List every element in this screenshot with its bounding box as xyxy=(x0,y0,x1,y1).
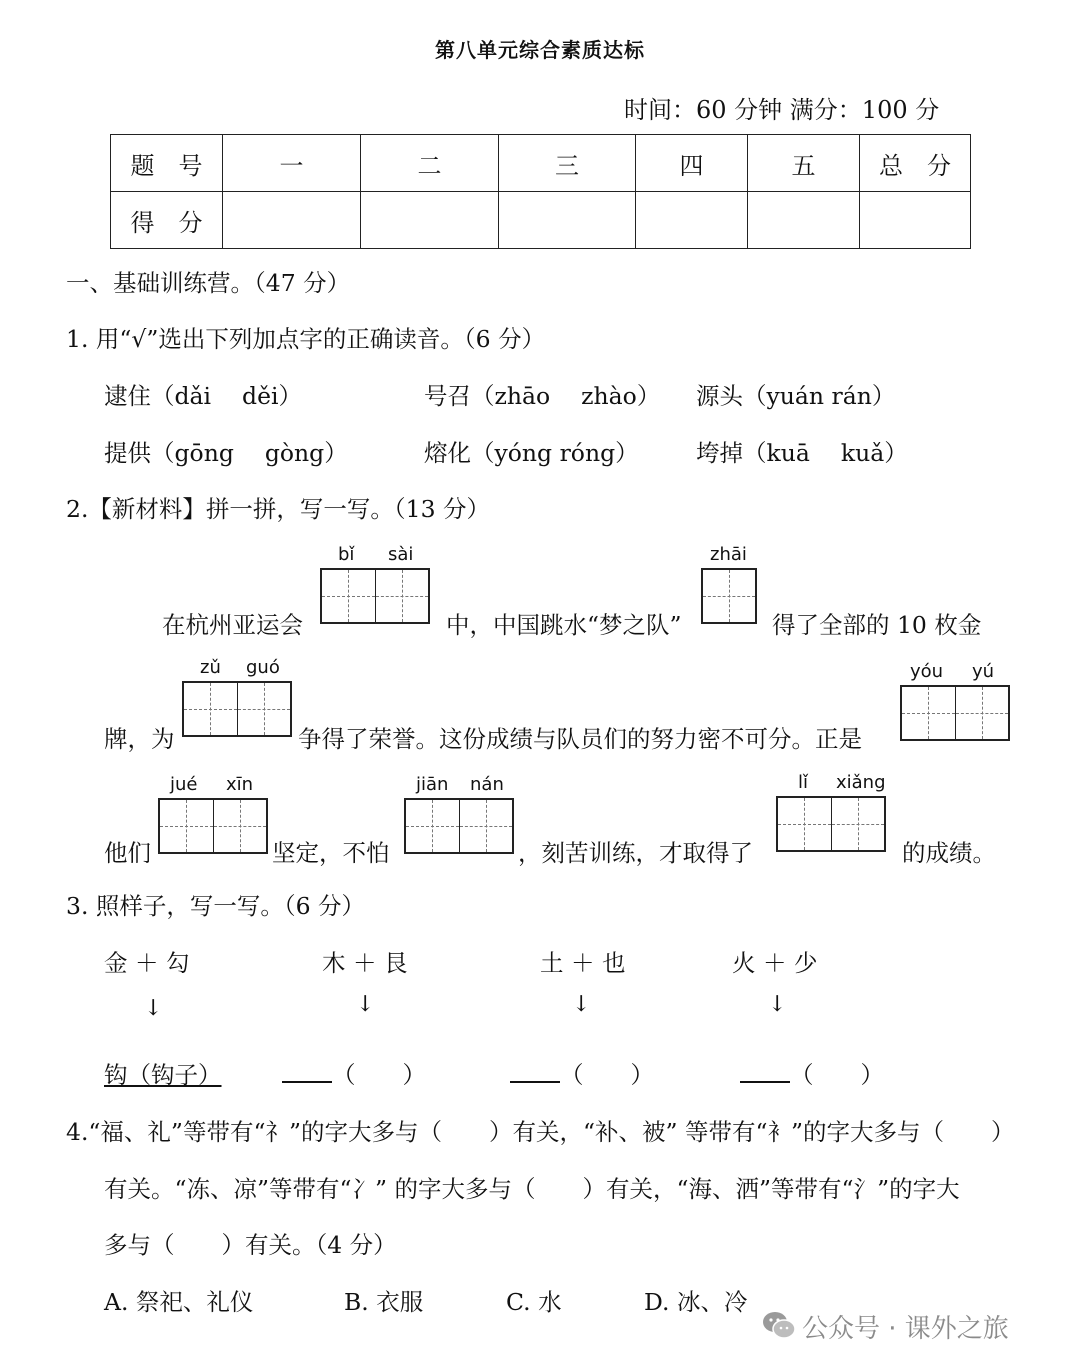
score-table-cell: 一 xyxy=(223,135,361,192)
example-answer-text: 钩（钩子） xyxy=(104,1061,222,1089)
q4-option: A. 祭祀、礼仪 xyxy=(104,1288,254,1316)
writing-box[interactable] xyxy=(776,796,886,852)
pinyin-label: xiǎng xyxy=(836,772,886,793)
answer-slot[interactable] xyxy=(282,1056,426,1090)
q1-option[interactable]: 提供（gōng gòng） xyxy=(104,439,348,467)
down-arrow-icon: ↓ xyxy=(768,992,787,1017)
answer-paren: （ ） xyxy=(332,1061,426,1089)
q4-option: C. 水 xyxy=(506,1288,562,1316)
passage-text: 的成绩。 xyxy=(902,839,996,867)
score-table-score-row xyxy=(111,192,971,249)
score-table-cell: 三 xyxy=(499,135,636,192)
question-2-prompt: 2.【新材料】拼一拼，写一写。（13 分） xyxy=(66,495,491,523)
pinyin-label: sài xyxy=(388,544,414,565)
answer-blank[interactable] xyxy=(510,1081,560,1083)
q4-option: B. 衣服 xyxy=(344,1288,424,1316)
score-table-cell: 四 xyxy=(636,135,748,192)
question-3-prompt: 3. 照样子，写一写。（6 分） xyxy=(66,892,366,920)
passage-text: 得了全部的 10 枚金 xyxy=(772,611,982,639)
pinyin-label: bǐ xyxy=(338,544,355,565)
score-table-cell: 总 分 xyxy=(860,135,971,192)
radical-formula: 土 ＋ 也 xyxy=(540,949,626,977)
example-answer xyxy=(104,1056,222,1090)
score-table xyxy=(110,134,971,249)
score-table-cell: 五 xyxy=(748,135,860,192)
answer-blank[interactable] xyxy=(740,1081,790,1083)
radical-formula: 火 ＋ 少 xyxy=(732,949,818,977)
writing-box[interactable] xyxy=(404,798,514,854)
passage-text: 牌，为 xyxy=(104,725,175,753)
q4-option: D. 冰、冷 xyxy=(644,1288,748,1316)
pinyin-label: lǐ xyxy=(798,772,809,793)
pinyin-label: zǔ xyxy=(200,657,221,678)
score-input-cell[interactable] xyxy=(748,192,860,249)
question-4-line: 多与（ ）有关。（4 分） xyxy=(104,1231,397,1259)
answer-slot[interactable] xyxy=(740,1056,884,1090)
page-title: 第八单元综合素质达标 xyxy=(435,38,645,62)
pinyin-label: guó xyxy=(246,657,280,678)
score-table-cell: 题 号 xyxy=(111,135,223,192)
question-1-prompt: 1. 用“√”选出下列加点字的正确读音。（6 分） xyxy=(66,325,546,353)
q1-option[interactable]: 逮住（dǎi děi） xyxy=(104,382,303,410)
radical-formula: 木 ＋ 艮 xyxy=(322,949,408,977)
section-heading: 一、基础训练营。（47 分） xyxy=(66,269,351,297)
score-table-header-row xyxy=(111,135,971,192)
time-info: 时间：60 分钟 满分：100 分 xyxy=(624,96,940,124)
pinyin-label: yú xyxy=(972,661,995,682)
answer-paren: （ ） xyxy=(560,1061,654,1089)
pinyin-label: jiān xyxy=(416,774,449,795)
writing-box[interactable] xyxy=(182,681,292,737)
down-arrow-icon: ↓ xyxy=(572,992,591,1017)
score-input-cell[interactable] xyxy=(636,192,748,249)
score-input-cell[interactable] xyxy=(223,192,361,249)
writing-box[interactable] xyxy=(701,568,757,624)
passage-text: 在杭州亚运会 xyxy=(162,611,303,639)
question-4-line: 4.“福、礼”等带有“礻”的字大多与（ ）有关，“补、被” 等带有“衤”的字大多与（ ） xyxy=(66,1118,1015,1146)
score-table-cell: 二 xyxy=(361,135,499,192)
q1-option[interactable]: 垮掉（kuā kuǎ） xyxy=(696,439,908,467)
score-input-cell[interactable] xyxy=(499,192,636,249)
score-table-cell: 得 分 xyxy=(111,192,223,249)
passage-text: 他们 xyxy=(104,839,151,867)
writing-box[interactable] xyxy=(320,568,430,624)
answer-slot[interactable] xyxy=(510,1056,654,1090)
pinyin-label: zhāi xyxy=(710,544,747,565)
answer-paren: （ ） xyxy=(790,1061,884,1089)
question-4-line: 有关。“冻、凉”等带有“冫” 的字大多与（ ）有关，“海、洒”等带有“氵”的字大 xyxy=(104,1175,960,1203)
pinyin-label: yóu xyxy=(910,661,944,682)
passage-text: 中，中国跳水“梦之队” xyxy=(446,611,682,639)
writing-box[interactable] xyxy=(900,685,1010,741)
radical-formula: 金 ＋ 勾 xyxy=(104,949,190,977)
passage-text: ，刻苦训练，才取得了 xyxy=(518,839,753,867)
down-arrow-icon: ↓ xyxy=(356,992,375,1017)
down-arrow-icon: ↓ xyxy=(144,996,163,1021)
passage-text: 争得了荣誉。这份成绩与队员们的努力密不可分。正是 xyxy=(298,725,862,753)
writing-box[interactable] xyxy=(158,798,268,854)
pinyin-label: xīn xyxy=(226,774,254,795)
pinyin-label: nán xyxy=(470,774,504,795)
pinyin-label: jué xyxy=(170,774,198,795)
answer-blank[interactable] xyxy=(282,1081,332,1083)
q1-option[interactable]: 源头（yuán rán） xyxy=(696,382,896,410)
wechat-icon xyxy=(762,1310,796,1340)
q1-option[interactable]: 熔化（yóng róng） xyxy=(424,439,639,467)
passage-text: 坚定，不怕 xyxy=(272,839,390,867)
watermark-text: 公众号 · 课外之旅 xyxy=(802,1314,1009,1344)
q1-option[interactable]: 号召（zhāo zhào） xyxy=(424,382,661,410)
score-input-cell[interactable] xyxy=(361,192,499,249)
score-input-cell[interactable] xyxy=(860,192,971,249)
